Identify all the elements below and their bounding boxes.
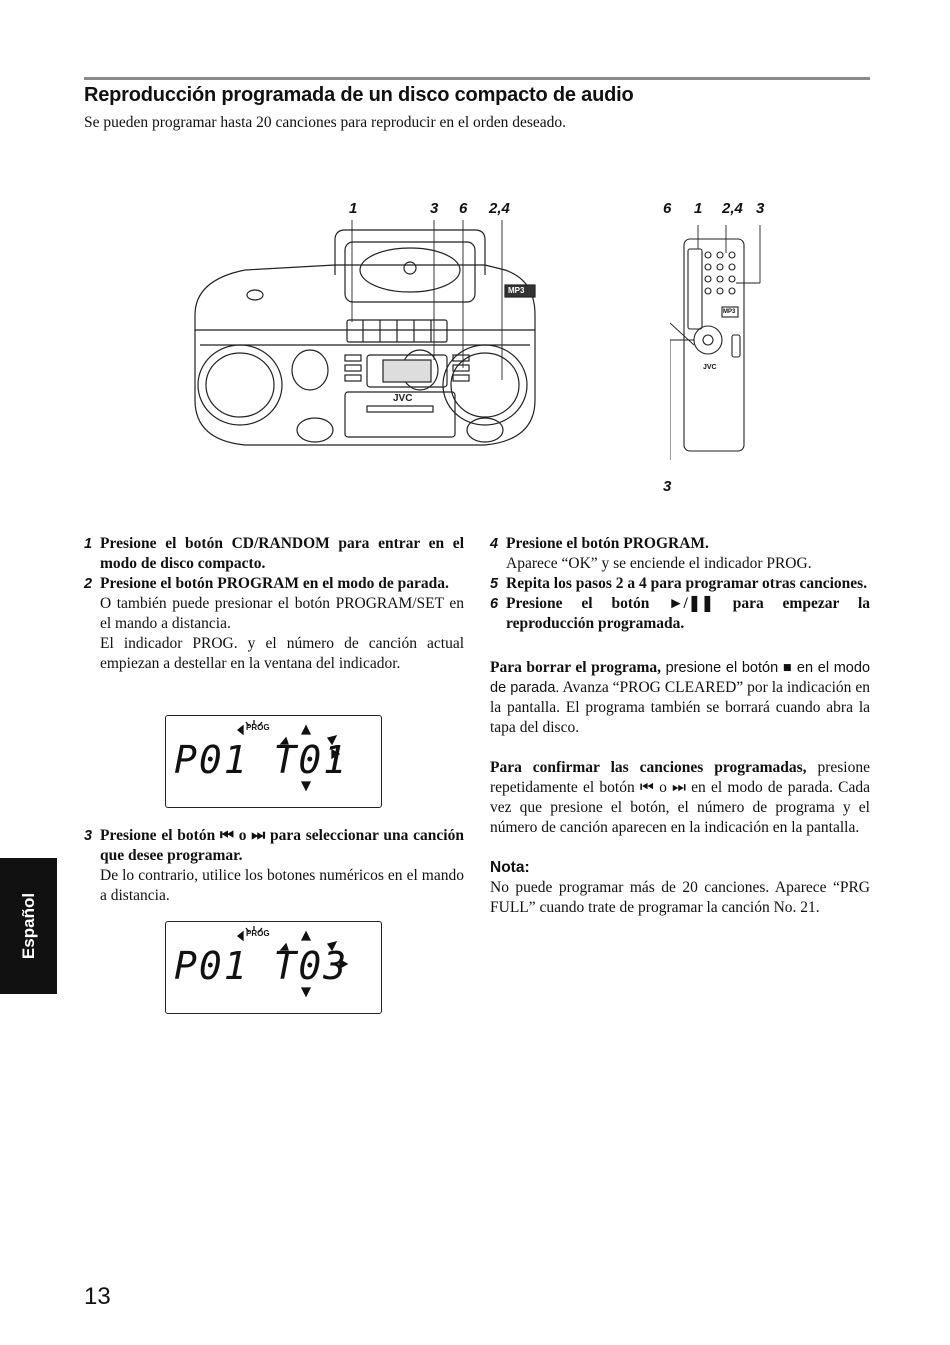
clear-program-body: Avanza “PROG CLEARED” por la indicación en la pantalla. El programa también se borrará cuando abra la tapa del disco. — [490, 679, 870, 736]
step-3 — [84, 826, 464, 906]
page-title: Reproducción programada de un disco compacto de audio — [84, 84, 634, 106]
clear-program-lead: Para borrar el programa, — [490, 659, 662, 676]
left-column-step3 — [84, 826, 464, 906]
remote-callout-3-bottom: 3 — [663, 478, 672, 495]
unit-callout-2-4: 2,4 — [489, 200, 510, 217]
confirm-program-lead: Para confirmar las canciones programadas, — [490, 759, 807, 776]
unit-callout-6: 6 — [459, 200, 468, 217]
page-subtitle: Se pueden programar hasta 20 canciones para reproducir en el orden deseado. — [84, 114, 567, 131]
step-number: 3 — [84, 828, 93, 844]
step-heading: Presione el botón PROGRAM en el modo de parada. — [100, 575, 449, 592]
note-heading: Nota: — [490, 859, 530, 876]
lcd-prog-indicator: PROG — [246, 723, 270, 732]
step-body: Aparece “OK” y se enciende el indicador PROG. — [506, 555, 812, 572]
note-body: No puede programar más de 20 canciones. Aparece “PRG FULL” cuando trate de programar la canción No. 21. — [490, 879, 870, 916]
step-number: 2 — [84, 576, 93, 592]
page-number: 13 — [84, 1283, 111, 1310]
right-column — [490, 534, 870, 918]
lcd-display-1 — [165, 715, 382, 808]
remote-callout-1: 1 — [694, 200, 703, 217]
step-body: El indicador PROG. y el número de canción actual empiezan a destellar en la ventana del indicador. — [100, 635, 464, 672]
unit-callout-3: 3 — [430, 200, 439, 217]
language-side-tab-label: Español — [18, 892, 38, 960]
confirm-program-body: presione repetidamente el botón ⏮ o ⏭ en el modo de parada. Cada vez que presione el botón, el número de programa y el número de canción aparecen en la indicación en la pantalla. — [490, 759, 870, 836]
language-side-tab — [0, 858, 57, 994]
step-4 — [490, 534, 870, 574]
boombox-brand-label: JVC — [393, 393, 413, 404]
remote-illustration — [670, 225, 780, 460]
lcd-prog-indicator: PROG — [246, 929, 270, 938]
clear-program-paragraph — [490, 658, 870, 738]
lcd-text: P01 T01 — [174, 738, 349, 782]
step-number: 6 — [490, 596, 499, 612]
remote-brand-label: JVC — [703, 364, 717, 371]
clear-program-lead2: presione el botón ■ en el modo de parada. — [490, 660, 871, 696]
step-body: De lo contrario, utilice los botones numéricos en el mando a distancia. — [100, 867, 464, 904]
step-number: 5 — [490, 576, 499, 592]
remote-callout-2-4: 2,4 — [722, 200, 743, 217]
step-number: 4 — [490, 536, 499, 552]
remote-mp3-label: MP3 — [723, 309, 736, 315]
step-5 — [490, 574, 870, 594]
lcd-display-2 — [165, 921, 382, 1014]
step-1 — [84, 534, 464, 574]
title-rule — [84, 77, 870, 80]
step-2 — [84, 574, 464, 674]
step-heading: Presione el botón CD/RANDOM para entrar en el modo de disco compacto. — [100, 535, 464, 572]
step-heading: Repita los pasos 2 a 4 para programar otras canciones. — [506, 575, 868, 592]
step-heading: Presione el botón PROGRAM. — [506, 535, 709, 552]
step-heading: Presione el botón ►/❚❚ para empezar la reproducción programada. — [506, 595, 870, 632]
remote-callout-3: 3 — [756, 200, 765, 217]
boombox-illustration — [185, 220, 540, 460]
step-number: 1 — [84, 536, 93, 552]
step-heading: Presione el botón ⏮ o ⏭ para seleccionar una canción que desee programar. — [100, 827, 464, 864]
boombox-mp3-badge: MP3 — [508, 286, 525, 295]
remote-callout-6: 6 — [663, 200, 672, 217]
left-column — [84, 534, 464, 674]
confirm-program-paragraph — [490, 758, 870, 838]
unit-callout-1: 1 — [349, 200, 358, 217]
step-6 — [490, 594, 870, 634]
lcd-text: P01 T03 — [174, 944, 349, 988]
step-body: O también puede presionar el botón PROGRAM/SET en el mando a distancia. — [100, 595, 464, 632]
